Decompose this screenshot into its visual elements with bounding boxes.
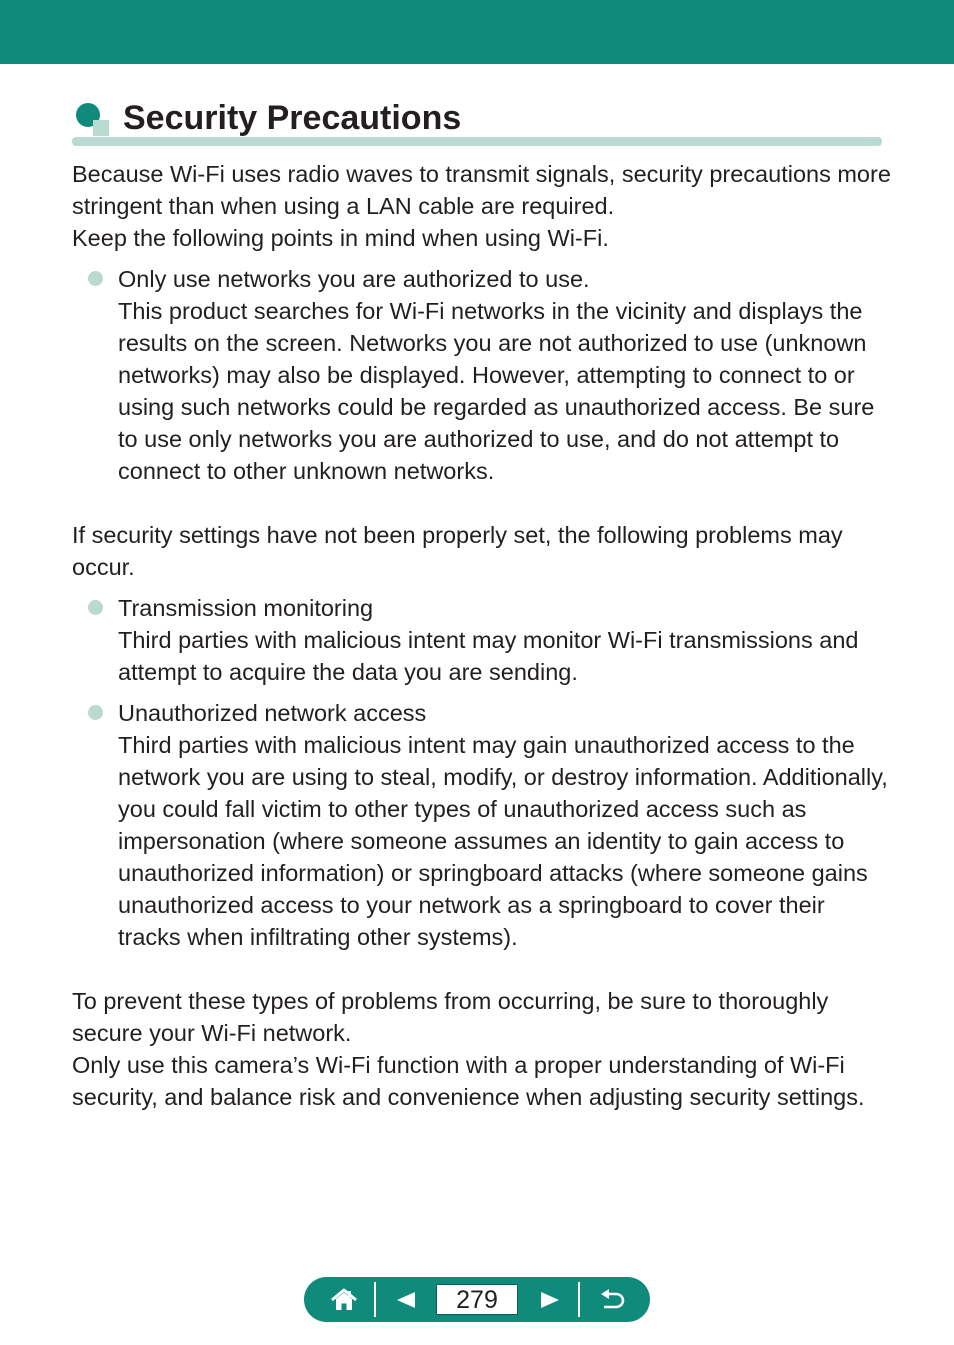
list-item: [72, 592, 892, 688]
next-page-button[interactable]: [528, 1277, 572, 1322]
section-heading-icon: [74, 102, 114, 136]
closing-line-2: Only use this camera’s Wi-Fi function with a proper understanding of Wi-Fi security, and balance risk and convenience when adjusting security settings.: [72, 1052, 865, 1110]
list-item-title: Unauthorized network access: [118, 700, 427, 726]
nav-divider: [578, 1282, 580, 1317]
authorized-networks-list: [72, 263, 892, 487]
intro-line-2: Keep the following points in mind when using Wi-Fi.: [72, 225, 609, 251]
problems-intro-paragraph: If security settings have not been properly set, the following problems may occur.: [72, 522, 843, 580]
return-icon: [598, 1288, 626, 1312]
body-content: [72, 158, 892, 1113]
return-button[interactable]: [592, 1277, 632, 1322]
previous-page-button[interactable]: [384, 1277, 428, 1322]
list-item-body: Third parties with malicious intent may gain unauthorized access to the network you are using to steal, modify, or destroy information. Additionally, you could fall victim to other types of unauthorized access such as impersonation (where someone assumes an identity to gain access to unauthorized information) or springboard attacks (where someone gains unauthorized access to your network as a springboard to cover their tracks when infiltrating other systems).: [118, 732, 888, 950]
closing-line-1: To prevent these types of problems from occurring, be sure to thoroughly secure your Wi-Fi network.: [72, 988, 829, 1046]
home-icon: [330, 1288, 358, 1312]
intro-line-1: Because Wi-Fi uses radio waves to transmit signals, security precautions more stringent than when using a LAN cable are required.: [72, 161, 891, 219]
home-button[interactable]: [324, 1277, 364, 1322]
section-header: [72, 96, 882, 148]
section-title: Security Precautions: [123, 99, 462, 137]
list-item: [72, 697, 892, 953]
page-number: 279: [436, 1284, 518, 1315]
previous-page-icon: [396, 1291, 416, 1309]
bullet-dot-icon: [88, 271, 103, 286]
problems-list: [72, 592, 892, 953]
next-page-icon: [540, 1291, 560, 1309]
section-underline: [72, 137, 882, 146]
closing-paragraph: [72, 985, 892, 1113]
header-band: [0, 0, 954, 64]
intro-paragraph: [72, 158, 892, 254]
list-item-body: Third parties with malicious intent may monitor Wi-Fi transmissions and attempt to acquire the data you are sending.: [118, 627, 859, 685]
nav-divider: [374, 1282, 376, 1317]
list-item-body: This product searches for Wi-Fi networks in the vicinity and displays the results on the screen. Networks you are not authorized to use (unknown networks) may also be displayed. However, attempting to connect to or using such networks could be regarded as unauthorized access. Be sure to use only networks you are authorized to use, and do not attempt to connect to other unknown networks.: [118, 298, 875, 484]
page-navigation-bar: [304, 1277, 650, 1322]
bullet-dot-icon: [88, 705, 103, 720]
list-item-title: Transmission monitoring: [118, 595, 374, 621]
list-item-title: Only use networks you are authorized to use.: [118, 266, 590, 292]
bullet-dot-icon: [88, 600, 103, 615]
list-item: [72, 263, 892, 487]
